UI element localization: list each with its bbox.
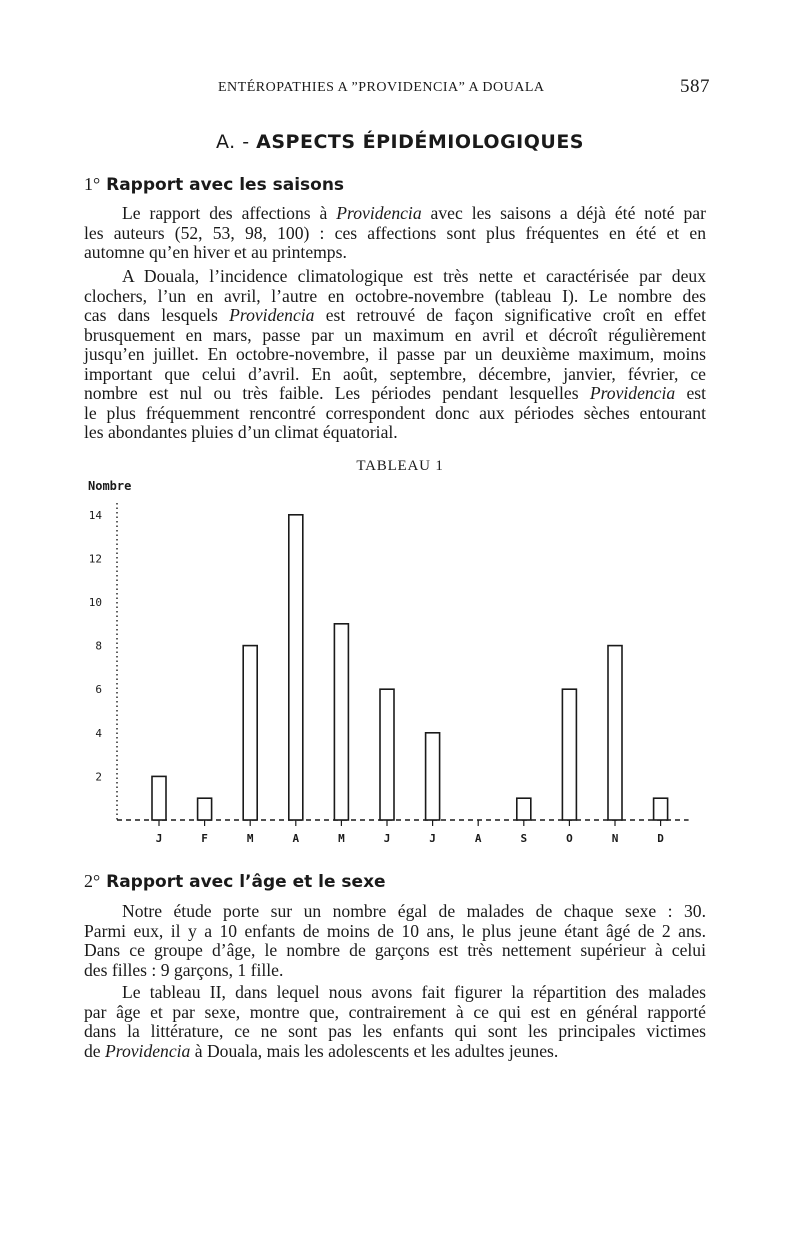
italic-term: Providencia — [229, 305, 315, 325]
x-tick-label: M — [246, 832, 254, 845]
bars — [152, 515, 668, 820]
x-tick-label: S — [520, 832, 528, 845]
text-segment: des filles : 9 garçons, 1 fille. — [84, 959, 284, 980]
subsection-heading-2 — [84, 871, 386, 892]
text-segment: les auteurs (52, 53, 98, 100) : ces affections sont plus fréquentes en été et en — [84, 222, 706, 243]
y-tick-label: 6 — [95, 683, 102, 697]
text-line — [84, 224, 706, 244]
y-tick-label: 14 — [88, 508, 102, 522]
text-line — [84, 922, 706, 942]
y-tick-label: 8 — [95, 639, 102, 653]
text-segment: brusquement en mars, passe par un maximum en avril et décroît régulièrement — [84, 324, 706, 345]
running-head-title: ENTÉROPATHIES A ”PROVIDENCIA” A DOUALA — [218, 80, 545, 95]
bar — [380, 689, 394, 820]
x-tick-label: A — [292, 832, 300, 845]
text-line — [84, 1022, 706, 1042]
text-segment: à Douala, mais les adolescents et les adultes jeunes. — [190, 1040, 559, 1061]
x-tick-label: D — [657, 832, 664, 845]
text-segment: automne qu’en hiver et au printemps. — [84, 242, 347, 262]
subsection-title: Rapport avec l’âge et le sexe — [106, 872, 386, 892]
text-line — [84, 983, 706, 1003]
y-tick-label: 2 — [95, 770, 102, 784]
x-tick-label: M — [338, 832, 345, 845]
page-number: 587 — [680, 76, 710, 97]
axes — [117, 503, 689, 826]
text-line — [84, 404, 706, 424]
paragraph-1 — [84, 204, 706, 263]
text-segment: important que celui d’avril. En août, septembre, décembre, janvier, février, ce — [84, 363, 706, 384]
bar — [243, 646, 257, 820]
text-line — [84, 326, 706, 346]
paragraph-3 — [84, 902, 706, 980]
text-segment: Le tableau II, dans lequel nous avons fait figurer la répartition des malades — [122, 982, 706, 1002]
text-segment: cas dans lesquels — [84, 305, 230, 325]
x-tick-label: A — [474, 832, 482, 845]
bar — [426, 733, 440, 820]
y-tick-label: 12 — [88, 552, 102, 566]
text-line — [84, 423, 706, 443]
text-segment: est retrouvé de façon significative croît en effet — [314, 305, 706, 325]
italic-term: Providencia — [589, 383, 676, 403]
bar — [152, 776, 166, 820]
text-segment: Parmi eux, il y a 10 enfants de moins de 10 ans, le plus jeune étant âgé de 2 ans. — [84, 920, 706, 941]
bar — [562, 689, 576, 820]
section-letter: A. - — [216, 131, 250, 153]
y-axis-label: Nombre — [88, 479, 132, 493]
y-tick-label: 10 — [88, 596, 102, 609]
text-line — [84, 1003, 706, 1023]
bar — [334, 624, 348, 820]
text-line — [84, 384, 706, 404]
chart-title: TABLEAU 1 — [356, 458, 444, 474]
text-segment: les abondantes pluies d’un climat équatorial. — [84, 422, 398, 442]
bar — [608, 646, 622, 820]
text-segment: Notre étude porte sur un nombre égal de malades de chaque sexe : 30. — [122, 901, 706, 921]
subsection-heading-1 — [84, 174, 344, 195]
text-segment: par âge et par sexe, montre que, contrairement à ce qui est en général rapporté — [84, 1001, 706, 1022]
text-line — [84, 365, 706, 385]
section-heading — [0, 131, 800, 153]
running-head — [218, 78, 710, 102]
text-segment: clochers, l’un en avril, l’autre en octobre-novembre (tableau I). Le nombre des — [84, 285, 706, 306]
text-segment: le plus fréquemment rencontré correspondent donc aux périodes sèches entourant — [84, 402, 706, 423]
x-tick-labels — [156, 832, 665, 845]
subsection-number: 2° — [84, 871, 101, 891]
text-line — [84, 941, 706, 961]
y-tick-label: 4 — [95, 726, 102, 740]
text-line — [84, 306, 706, 326]
text-segment: nombre est nul ou très faible. Les périodes pendant lesquelles — [84, 383, 590, 403]
text-line — [84, 961, 706, 981]
bar — [289, 515, 303, 820]
text-segment: dans la littérature, ce ne sont pas les enfants qui sont les principales victimes — [84, 1021, 706, 1041]
x-tick-label: J — [383, 832, 391, 845]
text-line — [84, 204, 706, 224]
text-segment: Dans ce groupe d’âge, le nombre de garçons est très nettement supérieur à celui — [84, 940, 706, 960]
x-tick-label: N — [611, 832, 619, 845]
text-line — [84, 287, 706, 307]
subsection-title: Rapport avec les saisons — [106, 175, 345, 195]
y-tick-labels — [89, 509, 103, 784]
x-tick-label: J — [429, 832, 436, 845]
x-tick-label: O — [566, 832, 573, 845]
italic-term: Providencia — [336, 203, 422, 223]
bar-chart — [0, 470, 800, 850]
text-line — [84, 345, 706, 365]
text-line — [84, 1042, 706, 1062]
text-segment: Le rapport des affections à — [122, 203, 337, 223]
text-segment: jusqu’en juillet. En octobre-novembre, il passe par un deuxième maximum, moins — [84, 344, 706, 364]
text-segment: est — [675, 383, 706, 403]
subsection-number: 1° — [84, 174, 101, 194]
x-tick-label: J — [155, 832, 163, 845]
text-line — [84, 243, 706, 263]
text-line — [84, 267, 706, 287]
section-title: ASPECTS ÉPIDÉMIOLOGIQUES — [256, 131, 584, 153]
paragraph-4 — [84, 983, 706, 1061]
text-line — [84, 902, 706, 922]
text-segment: de — [84, 1040, 106, 1061]
text-segment: A Douala, l’incidence climatologique est très nette et caractérisée par deux — [122, 266, 706, 286]
text-segment: avec les saisons a déjà été noté par — [421, 203, 706, 223]
bar — [517, 798, 531, 820]
x-tick-label: F — [201, 832, 208, 845]
paragraph-2 — [84, 267, 706, 443]
bar — [198, 798, 212, 820]
italic-term: Providencia — [105, 1040, 191, 1061]
bar — [654, 798, 668, 820]
